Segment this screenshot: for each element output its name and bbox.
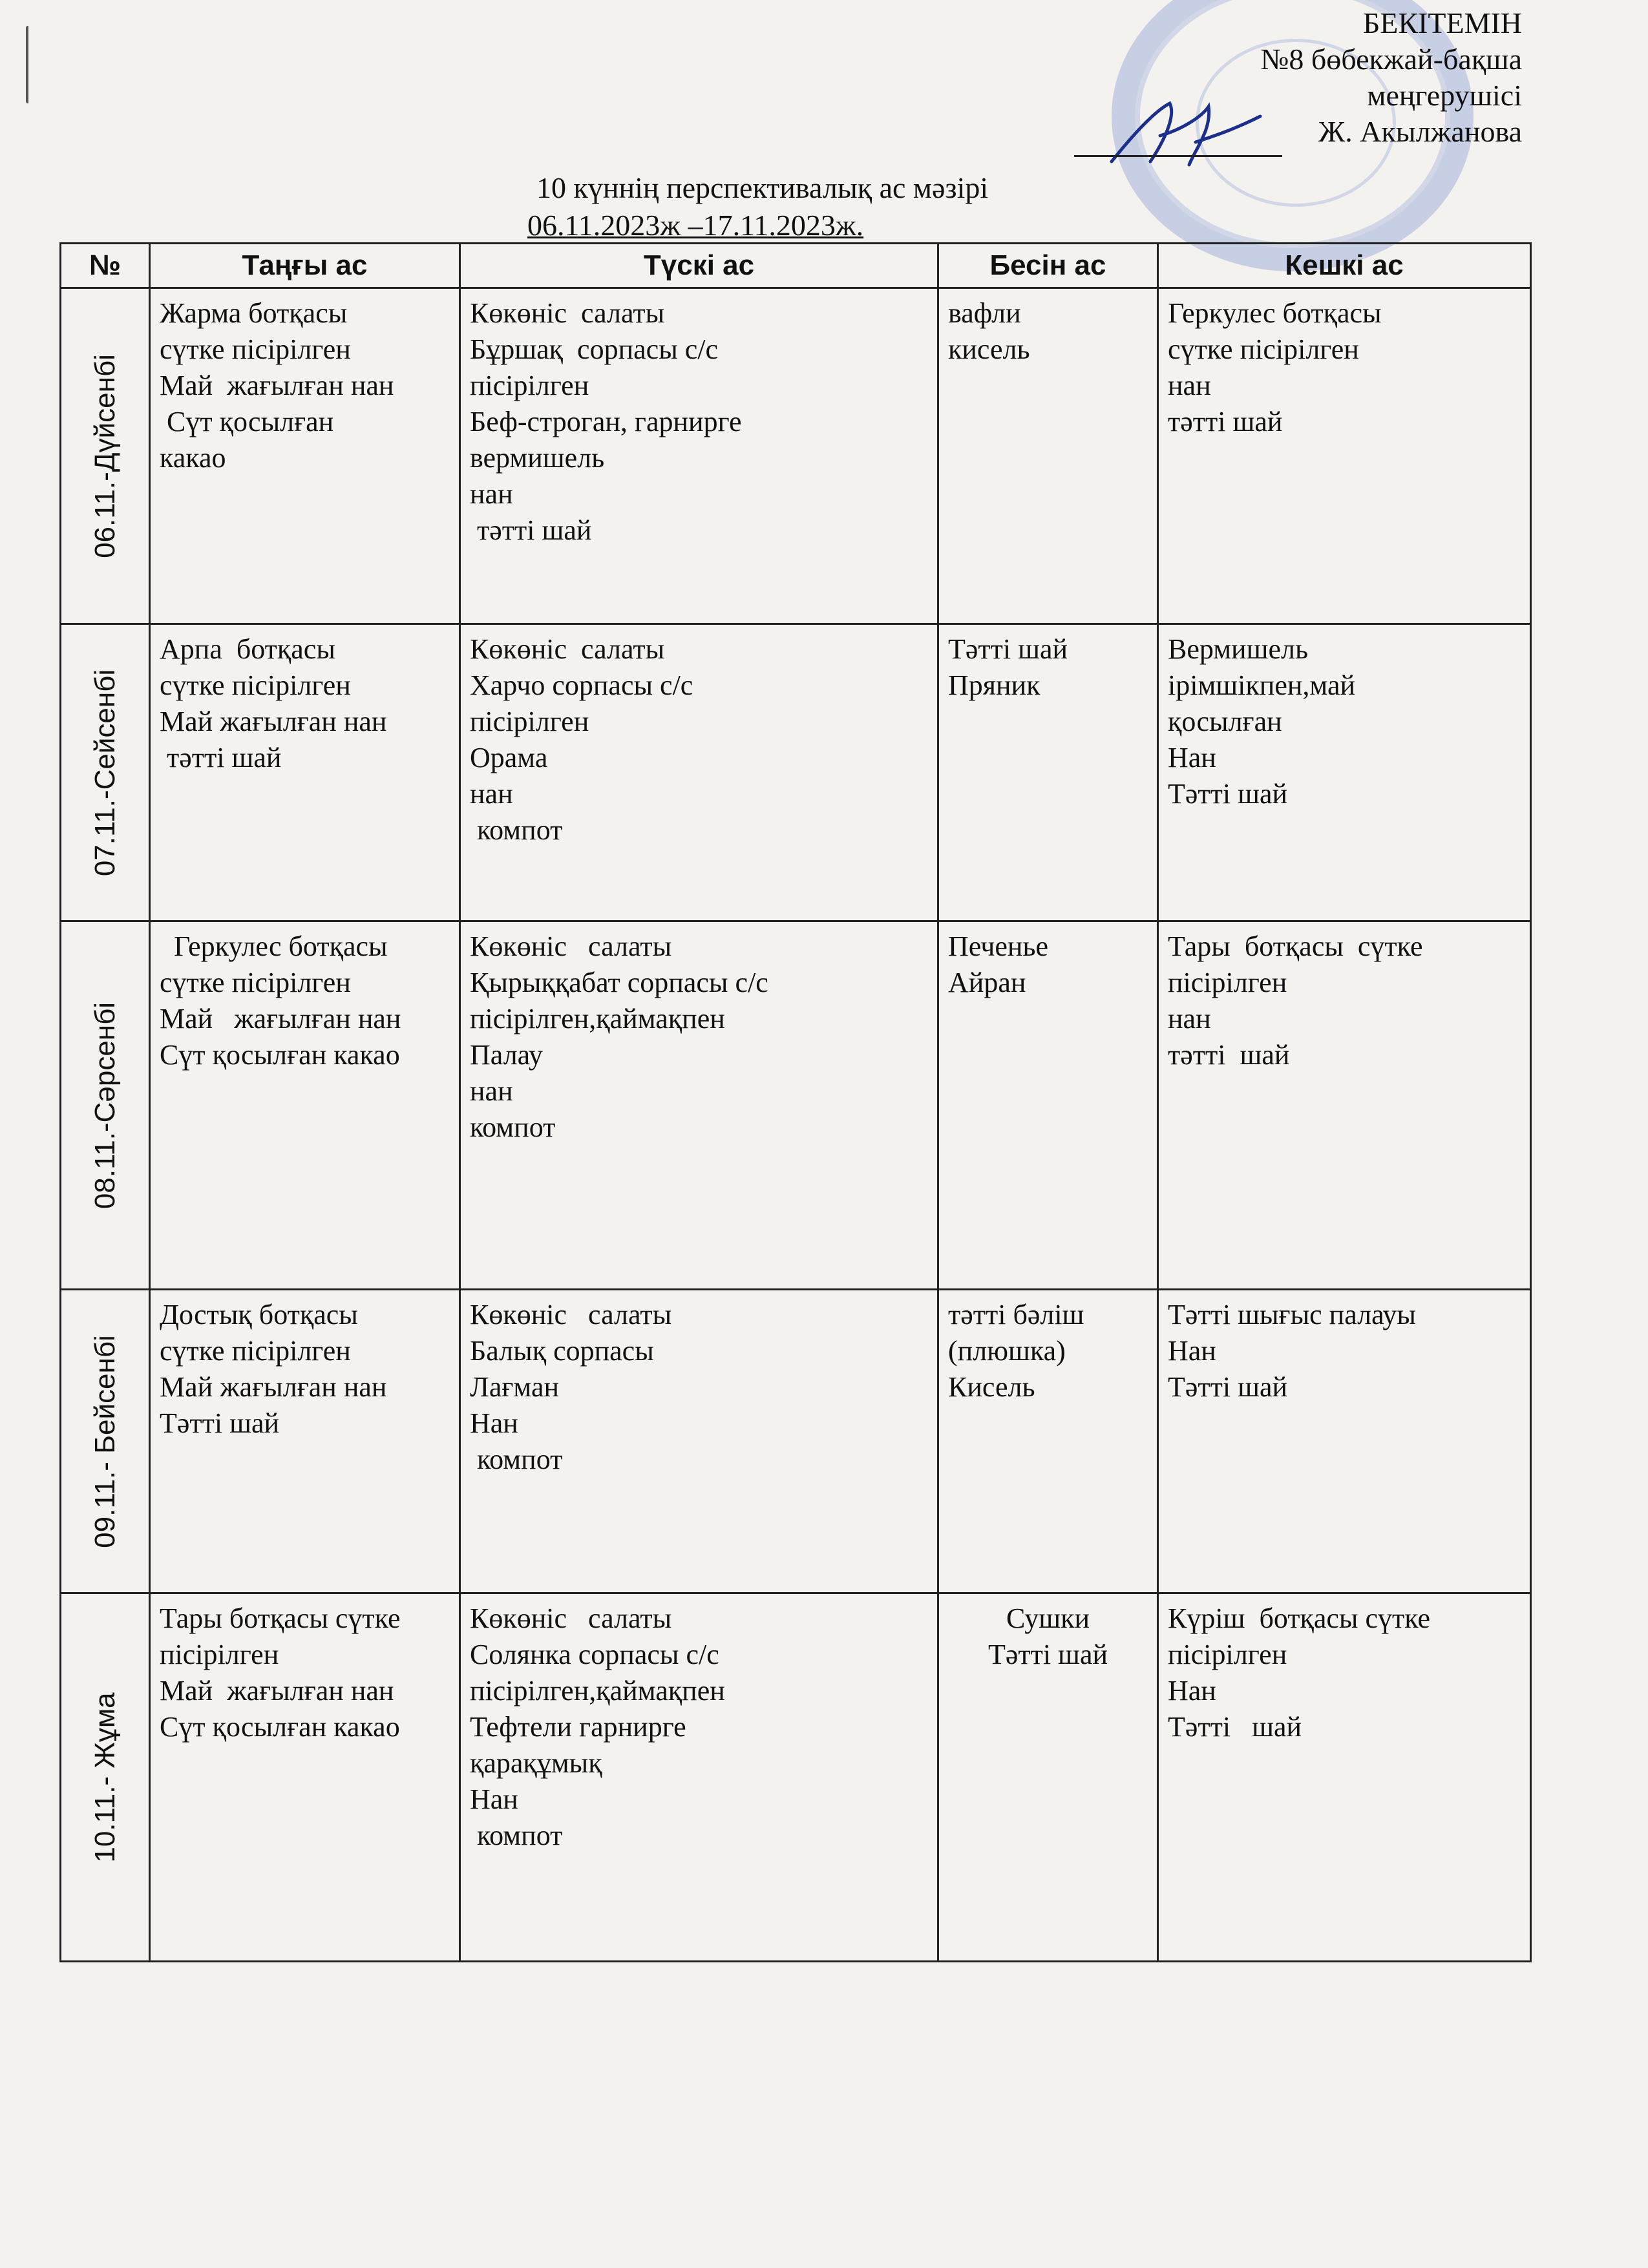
snack-cell	[938, 1593, 1158, 1962]
dinner-item: ірімшікпен,май	[1168, 669, 1356, 701]
breakfast-cell	[150, 921, 460, 1290]
approval-heading: БЕКІТЕМІН	[1362, 6, 1522, 39]
lunch-cell	[460, 1290, 938, 1593]
lunch-item: компот	[470, 1820, 563, 1851]
lunch-item: Көкөніс салаты	[470, 1299, 672, 1330]
breakfast-item: Сүт қосылған	[160, 406, 334, 437]
table-row	[61, 288, 1531, 624]
document-title	[527, 169, 989, 244]
dinner-item: сүтке пісірілген	[1168, 333, 1359, 365]
lunch-item: нан	[470, 1075, 513, 1107]
lunch-item: Нан	[470, 1407, 518, 1439]
breakfast-item: сүтке пісірілген	[160, 1335, 351, 1367]
lunch-item: Көкөніс салаты	[470, 1602, 672, 1634]
dinner-item: Тары ботқасы сүтке	[1168, 930, 1423, 962]
dinner-item: Нан	[1168, 1675, 1216, 1706]
dinner-item: Геркулес ботқасы	[1168, 297, 1382, 329]
snack-cell	[938, 288, 1158, 624]
snack-item: Сушки	[1006, 1602, 1090, 1634]
breakfast-item: Жарма ботқасы	[160, 297, 348, 329]
lunch-item: Солянка сорпасы с/с	[470, 1639, 719, 1670]
approval-block	[1261, 5, 1523, 150]
lunch-item: Бұршақ сорпасы с/с	[470, 333, 719, 365]
dinner-item: қосылған	[1168, 706, 1282, 737]
dinner-item: пісірілген	[1168, 1639, 1287, 1670]
breakfast-cell	[150, 1290, 460, 1593]
snack-item: Тәтті шай	[948, 633, 1068, 665]
breakfast-cell	[150, 624, 460, 921]
day-label: 06.11.-Дүйсенбі	[89, 353, 121, 558]
day-label: 09.11.- Бейсенбі	[89, 1334, 121, 1548]
title-date-range: 06.11.2023ж –17.11.2023ж.	[527, 209, 864, 242]
lunch-item: компот	[470, 1111, 556, 1143]
header-snack: Бесін ас	[938, 244, 1158, 288]
lunch-item: Көкөніс салаты	[470, 930, 672, 962]
header-lunch: Түскі ас	[460, 244, 938, 288]
snack-item: Печенье	[948, 930, 1049, 962]
breakfast-item: сүтке пісірілген	[160, 669, 351, 701]
lunch-item: Лағман	[470, 1371, 560, 1403]
breakfast-cell	[150, 1593, 460, 1962]
lunch-item: Харчо сорпасы с/с	[470, 669, 693, 701]
dinner-item: тәтті шай	[1168, 406, 1283, 437]
dinner-item: нан	[1168, 370, 1211, 401]
table-row	[61, 921, 1531, 1290]
day-cell	[61, 921, 150, 1290]
table-row	[61, 624, 1531, 921]
lunch-cell	[460, 1593, 938, 1962]
dinner-item: Тәтті шай	[1168, 778, 1288, 810]
snack-cell	[938, 624, 1158, 921]
menu-table	[59, 242, 1532, 1962]
lunch-item: нан	[470, 478, 513, 510]
lunch-item: Нан	[470, 1783, 518, 1815]
approval-name: Ж. Акылжанова	[1318, 115, 1522, 148]
snack-cell	[938, 921, 1158, 1290]
dinner-item: Тәтті шай	[1168, 1711, 1302, 1743]
header-number: №	[61, 244, 150, 288]
breakfast-item: сүтке пісірілген	[160, 967, 351, 998]
dinner-item: Нан	[1168, 742, 1216, 773]
breakfast-item: Тары ботқасы сүтке	[160, 1602, 401, 1634]
lunch-item: қарақұмық	[470, 1747, 602, 1779]
snack-item: тәтті бәліш	[948, 1299, 1084, 1330]
breakfast-item: какао	[160, 442, 226, 474]
dinner-cell	[1158, 1593, 1531, 1962]
breakfast-item: Май жағылған нан	[160, 1371, 387, 1403]
dinner-item: Вермишель	[1168, 633, 1309, 665]
day-label: 08.11.-Сәрсенбі	[89, 1002, 121, 1209]
breakfast-item: Достық ботқасы	[160, 1299, 358, 1330]
page-edge-mark	[26, 26, 32, 103]
lunch-item: Орама	[470, 742, 548, 773]
lunch-item: пісірілген	[470, 370, 589, 401]
day-cell	[61, 1593, 150, 1962]
snack-item: Кисель	[948, 1371, 1035, 1403]
day-cell	[61, 1290, 150, 1593]
snack-item: вафли	[948, 297, 1021, 329]
breakfast-item: Май жағылған нан	[160, 1675, 394, 1706]
breakfast-item: Май жағылған нан	[160, 370, 394, 401]
breakfast-item: Арпа ботқасы	[160, 633, 335, 665]
dinner-cell	[1158, 288, 1531, 624]
snack-cell	[938, 1290, 1158, 1593]
table-header-row	[61, 244, 1531, 288]
lunch-item: тәтті шай	[470, 514, 592, 546]
dinner-item: пісірілген	[1168, 967, 1287, 998]
dinner-item: Күріш ботқасы сүтке	[1168, 1602, 1431, 1634]
day-label: 10.11.- Жұма	[89, 1692, 121, 1863]
breakfast-item: Май жағылған нан	[160, 1003, 401, 1034]
header-breakfast: Таңғы ас	[150, 244, 460, 288]
approval-position: меңгерушісі	[1367, 79, 1522, 112]
breakfast-item: Сүт қосылған какао	[160, 1711, 400, 1743]
breakfast-item: пісірілген	[160, 1639, 279, 1670]
day-cell	[61, 624, 150, 921]
dinner-item: Нан	[1168, 1335, 1216, 1367]
header-dinner: Кешкі ас	[1158, 244, 1531, 288]
lunch-cell	[460, 288, 938, 624]
breakfast-item: тәтті шай	[160, 742, 282, 773]
breakfast-item: Май жағылған нан	[160, 706, 387, 737]
snack-item: Айран	[948, 967, 1026, 998]
breakfast-item: Геркулес ботқасы	[160, 930, 388, 962]
lunch-item: Қырыққабат сорпасы с/с	[470, 967, 768, 998]
lunch-item: компот	[470, 814, 563, 846]
lunch-item: пісірілген,қаймақпен	[470, 1675, 725, 1706]
day-label: 07.11.-Сейсенбі	[89, 669, 121, 876]
snack-item: Тәтті шай	[988, 1639, 1108, 1670]
breakfast-cell	[150, 288, 460, 624]
lunch-item: Балық сорпасы	[470, 1335, 654, 1367]
table-row	[61, 1593, 1531, 1962]
snack-item: (плюшка)	[948, 1335, 1066, 1367]
breakfast-item: сүтке пісірілген	[160, 333, 351, 365]
dinner-item: Тәтті шығыс палауы	[1168, 1299, 1416, 1330]
signature-icon	[1099, 90, 1267, 174]
snack-item: Пряник	[948, 669, 1041, 701]
lunch-item: Беф-строган, гарнирге	[470, 406, 742, 437]
lunch-item: Көкөніс салаты	[470, 297, 665, 329]
approval-org: №8 бөбекжай-бақша	[1260, 43, 1522, 76]
lunch-item: компот	[470, 1444, 563, 1475]
dinner-cell	[1158, 624, 1531, 921]
dinner-item: тәтті шай	[1168, 1039, 1290, 1071]
dinner-cell	[1158, 1290, 1531, 1593]
lunch-item: Тефтели гарнирге	[470, 1711, 686, 1743]
snack-item: кисель	[948, 333, 1030, 365]
lunch-cell	[460, 624, 938, 921]
table-row	[61, 1290, 1531, 1593]
lunch-item: Палау	[470, 1039, 543, 1071]
lunch-item: Көкөніс салаты	[470, 633, 665, 665]
lunch-item: пісірілген	[470, 706, 589, 737]
lunch-cell	[460, 921, 938, 1290]
dinner-item: нан	[1168, 1003, 1211, 1034]
signature-line	[1074, 155, 1282, 157]
dinner-cell	[1158, 921, 1531, 1290]
title-line-1: 10 күннің перспективалық ас мәзірі	[536, 171, 989, 204]
lunch-item: пісірілген,қаймақпен	[470, 1003, 725, 1034]
lunch-item: вермишель	[470, 442, 605, 474]
lunch-item: нан	[470, 778, 513, 810]
day-cell	[61, 288, 150, 624]
breakfast-item: Сүт қосылған какао	[160, 1039, 400, 1071]
dinner-item: Тәтті шай	[1168, 1371, 1288, 1403]
breakfast-item: Тәтті шай	[160, 1407, 280, 1439]
